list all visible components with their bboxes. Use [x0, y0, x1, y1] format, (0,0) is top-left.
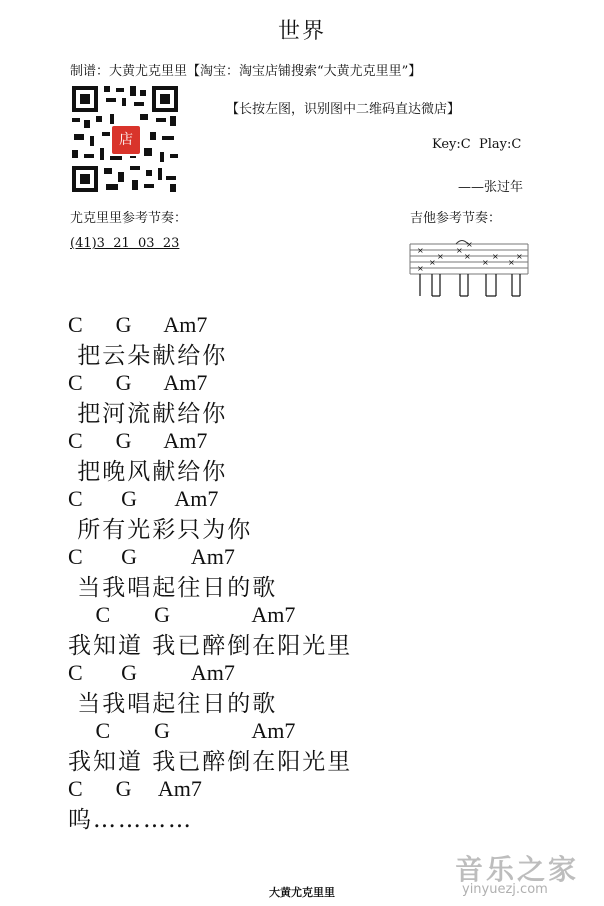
chord-line: C G Am7: [68, 370, 208, 395]
svg-text:×: ×: [508, 258, 515, 267]
lyric-line: 呜…………: [68, 807, 193, 833]
uke-rhythm: (41)3 21 03 23: [70, 236, 180, 251]
song-title: 世界: [277, 19, 326, 44]
guitar-strum-pattern: [404, 236, 534, 306]
lyric-line: 当我唱起往日的歌: [68, 691, 278, 717]
chord-line: C G Am7: [68, 428, 208, 453]
lyric-line: 把晚风献给你: [68, 459, 228, 485]
svg-text:×: ×: [516, 252, 523, 261]
uke-rhythm-label: 尤克里里参考节奏：: [70, 211, 188, 226]
watermark: 音乐之家: [455, 853, 580, 886]
chord-line: C G Am7: [68, 718, 296, 743]
qr-hint: 【长按左图，识别图中二维码直达微店】: [226, 102, 461, 117]
lyric-line: 所有光彩只为你: [68, 517, 253, 543]
chord-line: C G Am7: [68, 544, 235, 569]
qr-code[interactable]: [70, 84, 180, 194]
svg-text:×: ×: [429, 258, 436, 267]
chord-line: C G Am7: [68, 602, 296, 627]
artist: ——张过年: [458, 180, 524, 195]
watermark-url: yinyuezj.com: [462, 882, 548, 897]
svg-text:×: ×: [417, 264, 424, 273]
svg-text:×: ×: [492, 252, 499, 261]
svg-text:×: ×: [482, 258, 489, 267]
chord-line: C G Am7: [68, 312, 208, 337]
chord-line: C G Am7: [68, 486, 219, 511]
lyric-line: 当我唱起往日的歌: [68, 575, 278, 601]
svg-text:×: ×: [466, 240, 473, 249]
lyric-line: 把河流献给你: [68, 401, 228, 427]
footer: 大黄尤克里里: [269, 886, 335, 899]
svg-text:×: ×: [437, 252, 444, 261]
svg-text:×: ×: [417, 246, 424, 255]
svg-text:×: ×: [456, 246, 463, 255]
chord-line: C G Am7: [68, 776, 202, 801]
svg-text:×: ×: [464, 252, 471, 261]
credit-line: 制谱：大黄尤克里里【淘宝：淘宝店铺搜索“大黄尤克里里”】: [70, 64, 422, 79]
guitar-rhythm-label: 吉他参考节奏：: [410, 211, 502, 226]
lyric-line: 把云朵献给你: [68, 343, 228, 369]
shop-badge: 店: [110, 124, 142, 156]
lyric-line: 我知道 我已醉倒在阳光里: [68, 633, 353, 659]
chord-line: C G Am7: [68, 660, 235, 685]
lyric-line: 我知道 我已醉倒在阳光里: [68, 749, 353, 775]
key-play: Key:C Play:C: [432, 137, 522, 152]
